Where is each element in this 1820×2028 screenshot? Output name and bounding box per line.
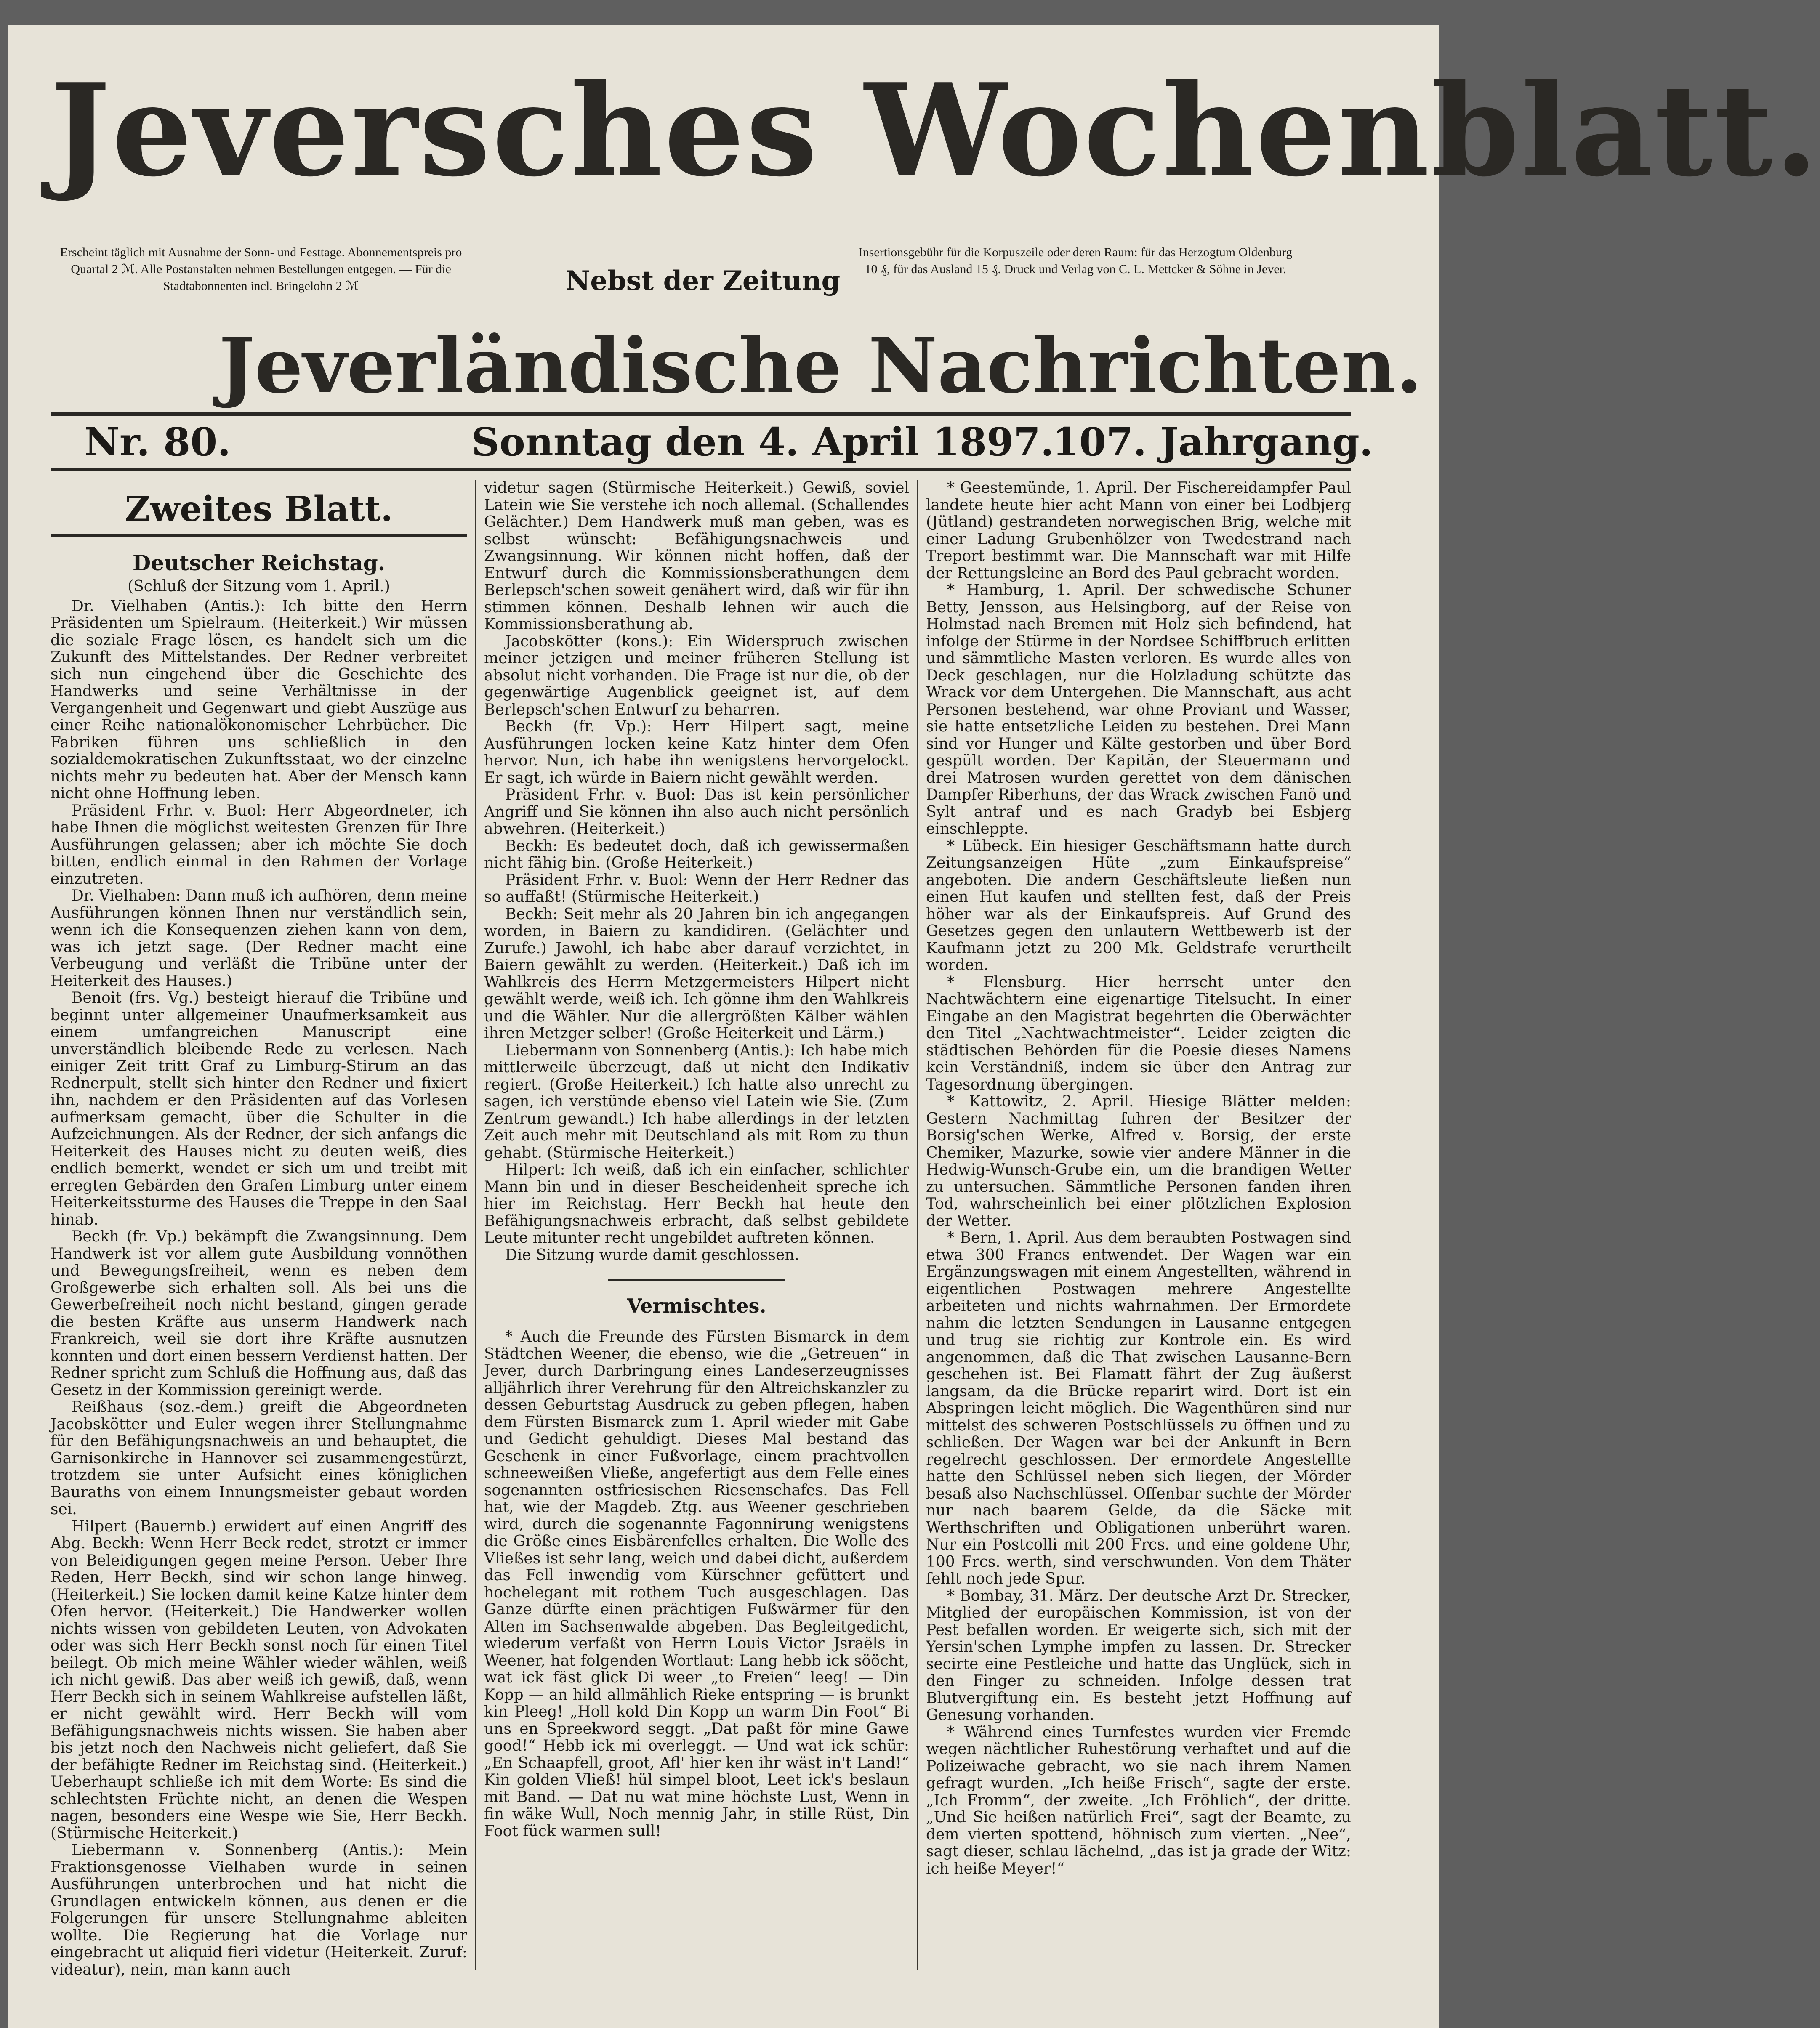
article-heading: Deutscher Reichstag. — [132, 550, 386, 575]
column-divider — [917, 480, 918, 1970]
masthead-rule-bottom — [51, 468, 1351, 471]
news-item: * Geestemünde, 1. April. Der Fischereidampfer Paul landete heute hier acht Mann von einer bei Lodbjerg (Jütland) gestrandeten norwegischen Brig, welche mit einer Ladung Grubenhölzer von Twedestrand nach Treport bestimmt war. Die Mannschaft war mit Hilfe der Rettungsleine an Bord des Paul gebracht worden. — [926, 479, 1351, 582]
column-divider — [475, 480, 476, 1970]
news-item: * Lübeck. Ein hiesiger Geschäftsmann hatte durch Zeitungsanzeigen Hüte „zum Einkaufspreise“ angeboten. Die andern Geschäftsleute ließen nun einen Hut kaufen und stellten fest, daß der Preis höher war als der Einkaufspreis. Auf Grund des Gesetzes gegen den unlautern Wettbewerb ist der Kaufmann jetzt zu 200 Mk. Geldstrafe verurtheilt worden. — [926, 837, 1351, 974]
masthead-title: Jeversches Wochenblatt. — [51, 56, 1820, 205]
article-subheading: (Schluß der Sitzung vom 1. April.) — [128, 578, 390, 595]
vermischtes-heading: Vermischtes. — [627, 1294, 766, 1317]
paragraph: Beckh: Seit mehr als 20 Jahren bin ich angegangen worden, in Baiern zu kandidiren. (Gelächter und Zurufe.) Jawohl, ich habe aber darauf verzichtet, in Baiern gewählt zu werden. (Heiterkeit.) Daß ich im Wahlkreis des Herrn Metzgermeisters Hilpert nicht gewählt werde, weiß ich. Ich gönne ihm den Wahlkreis und die Wähler. Nur die allergrößten Kälber wählen ihren Metzger selber! (Große Heiterkeit und Lärm.) — [484, 905, 909, 1042]
paragraph: Hilpert: Ich weiß, daß ich ein einfacher, schlichter Mann bin und in dieser Bescheidenheit spreche ich hier im Reichstag. Herr Beckh hat heute den Befähigungsnachweis erbracht, daß selbst gebildete Leute mitunter recht ungebildet auftreten können. — [484, 1161, 909, 1247]
masthead-rule-top — [51, 412, 1351, 416]
masthead-nebst: Nebst der Zeitung — [565, 265, 841, 297]
newspaper-page — [8, 25, 1820, 2028]
paragraph: Liebermann v. Sonnenberg (Antis.): Mein Fraktionsgenosse Vielhaben wurde in seinen Ausführungen unterbrochen und hat nicht die Grundlagen entwickeln können, aus denen er die Folgerungen für unsere Stellungnahme ableiten wollte. Die Regierung hat die Vorlage nur eingebracht ut aliquid fieri videtur (Heiterkeit. Zuruf: videatur), nein, man kann auch — [51, 1842, 467, 1978]
paragraph: Hilpert (Bauernb.) erwidert auf einen Angriff des Abg. Beckh: Wenn Herr Beck redet, strotzt er immer von Beleidigungen gegen meine Person. Ueber Ihre Reden, Herr Beckh, sind wir schon lange hinweg. (Heiterkeit.) Sie locken damit keine Katze hinter dem Ofen hervor. (Heiterkeit.) Die Handwerker wollen nichts wissen von gebildeten Leuten, von Advokaten oder was sich Herr Beckh sonst noch für einen Titel beilegt. Ob mich meine Wähler wieder wählen, weiß ich nicht gewiß. Das aber weiß ich gewiß, daß, wenn Herr Beckh sich in seinem Wahlkreise aufstellen läßt, er nicht gewählt wird. Herr Beckh will vom Befähigungsnachweis nichts wissen. Sie haben aber bis jetzt noch den Nachweis nicht geliefert, daß Sie der befähigte Redner im Reichstag sind. (Heiterkeit.) Ueberhaupt schließe ich mit dem Worte: Es sind die schlechtsten Früchte nicht, an denen die Wespen nagen, besonders eine Wespe wie Sie, Herr Beckh. (Stürmische Heiterkeit.) — [51, 1518, 467, 1842]
column-1 — [51, 480, 467, 1978]
paragraph: Reißhaus (soz.-dem.) greift die Abgeordneten Jacobskötter und Euler wegen ihrer Stellungnahme für den Befähigungsnachweis an und behauptet, die Garnisonkirche in Hannover sei zusammengestürzt, trotzdem sie unter Aufsicht eines königlichen Bauraths von einem Innungsmeister gebaut worden sei. — [51, 1398, 467, 1518]
section-label: Zweites Blatt. — [125, 489, 393, 529]
news-item: * Hamburg, 1. April. Der schwedische Schuner Betty, Jensson, aus Helsingborg, auf der Reise von Holmstad nach Bremen mit Holz sich befindend, hat infolge der Stürme in der Nordsee Schiffbruch erlitten und sämmtliche Masten verloren. Es wurde alles von Deck geschlagen, nur die Holzladung schützte das Wrack vor dem Untergehen. Die Mannschaft, aus acht Personen bestehend, war ohne Proviant und Wasser, sie hatte entsetzliche Leiden zu bestehen. Drei Mann sind vor Hunger und Kälte gestorben und über Bord gespült worden. Der Kapitän, der Steuermann und drei Matrosen wurden gerettet von dem dänischen Dampfer Riberhuns, der das Wrack zwischen Fanö und Sylt antraf und es nach Gradyb bei Esbjerg einschleppte. — [926, 582, 1351, 837]
advertising-info: Insertionsgebühr für die Korpuszeile oder deren Raum: für das Herzogtum Oldenburg 10 ₰, für das Ausland 15 ₰. Druck und Verlag von C. L. Mettcker & Söhne in Jever. — [858, 245, 1293, 276]
issue-date: Sonntag den 4. April 1897. — [471, 419, 1054, 465]
paragraph: Präsident Frhr. v. Buol: Wenn der Herr Redner das so auffaßt! (Stürmische Heiterkeit.) — [484, 871, 909, 906]
paragraph: Jacobskötter (kons.): Ein Widerspruch zwischen meiner jetzigen und meiner früheren Stellung ist absolut nicht vorhanden. Die Frage ist nur die, ob der gegenwärtige Augenblick geeignet ist, auf dem Berlepsch'schen Entwurf zu beharren. — [484, 633, 909, 718]
paragraph: Beckh (fr. Vp.): Herr Hilpert sagt, meine Ausführungen locken keine Katz hinter dem Ofen hervor. Nun, ich habe ihn wenigstens hervorgelockt. Er sagt, ich würde in Baiern nicht gewählt werden. — [484, 718, 909, 787]
paragraph: Die Sitzung wurde damit geschlossen. — [505, 1246, 799, 1264]
news-item: * Kattowitz, 2. April. Hiesige Blätter melden: Gestern Nachmittag fuhren der Besitzer der Borsig'schen Werke, Alfred v. Borsig, der erste Chemiker, Mazurke, sowie vier andere Männer in die Hedwig-Wunsch-Grube ein, um die brandigen Wetter zu untersuchen. Sämmtliche Personen fanden ihren Tod, wahrscheinlich bei einer plötzlichen Explosion der Wetter. — [926, 1093, 1351, 1230]
issue-number: Nr. 80. — [84, 419, 231, 465]
issue-jahrgang: 107. Jahrgang. — [1052, 419, 1373, 465]
section-divider — [608, 1279, 785, 1281]
subscription-info: Erscheint täglich mit Ausnahme der Sonn- und Festtage. Abonnementspreis pro Quartal 2 ℳ. Alle Postanstalten nehmen Bestellungen entgegen. — Für die Stadtabonnenten incl. Bringelohn 2 ℳ — [60, 245, 462, 293]
news-item: * Bombay, 31. März. Der deutsche Arzt Dr. Strecker, Mitglied der europäischen Kommission, ist von der Pest befallen worden. Er weigerte sich, sich mit der Yersin'schen Lymphe impfen zu lassen. Dr. Strecker secirte eine Pestleiche und hatte das Unglück, sich in den Finger zu schneiden. Infolge dessen trat Blutvergiftung ein. Es besteht jetzt Hoffnung auf Genesung vorhanden. — [926, 1587, 1351, 1724]
news-item: * Flensburg. Hier herrscht unter den Nachtwächtern eine eigenartige Titelsucht. In einer Eingabe an den Magistrat begehrten die Oberwächter den Titel „Nachtwachtmeister“. Leider zeigten die städtischen Behörden für die Poesie dieses Namens kein Verständniß, indem sie über den Antrag zur Tagesordnung übergingen. — [926, 973, 1351, 1093]
paragraph: videtur sagen (Stürmische Heiterkeit.) Gewiß, soviel Latein wie Sie verstehe ich noch allemal. (Schallendes Gelächter.) Dem Handwerk muß man geben, was es selbst wünscht: Befähigungsnachweis und Zwangsinnung. Wir können nicht hoffen, daß der Entwurf durch die Kommissionsberathungen dem Berlepsch'schen soweit genähert wird, daß wir für ihn stimmen können. Deshalb lehnen wir auch die Kommissionsberathung ab. — [484, 479, 909, 633]
paragraph: Liebermann von Sonnenberg (Antis.): Ich habe mich mittlerweile überzeugt, daß ut nicht den Indikativ regiert. (Große Heiterkeit.) Ich hatte also unrecht zu sagen, ich verstünde ebenso viel Latein wie Sie. (Zum Zentrum gewandt.) Ich habe allerdings in der letzten Zeit auch mehr mit Deutschland als mit Rom zu thun gehabt. (Stürmische Heiterkeit.) — [484, 1042, 909, 1162]
paragraph: Präsident Frhr. v. Buol: Herr Abgeordneter, ich habe Ihnen die möglichst weitesten Grenzen für Ihre Ausführungen gelassen; aber ich möchte Sie doch bitten, endlich einmal in den Rahmen der Vorlage einzutreten. — [51, 802, 467, 888]
paragraph: Präsident Frhr. v. Buol: Das ist kein persönlicher Angriff und Sie können ihn also auch nicht persönlich abwehren. (Heiterkeit.) — [484, 786, 909, 837]
section-rule — [51, 534, 467, 537]
column-2 — [484, 480, 909, 1970]
news-item: * Während eines Turnfestes wurden vier Fremde wegen nächtlicher Ruhestörung verhaftet und auf die Polizeiwache gebracht, wo sie nach ihrem Namen gefragt wurden. „Ich heiße Frisch“, sagte der erste. „Ich Fromm“, der zweite. „Ich Fröhlich“, der dritte. „Und Sie heißen natürlich Frei“, sagt der Beamte, zu dem vierten spottend, höhnisch zum vierten. „Nee“, sagt dieser, schlau lächelnd, „das ist ja grade der Witz: ich heiße Meyer!“ — [926, 1723, 1351, 1877]
column-3 — [926, 480, 1351, 1970]
paragraph: Dr. Vielhaben: Dann muß ich aufhören, denn meine Ausführungen können Ihnen nur verständlich sein, wenn ich die Konsequenzen ziehen kann von dem, was ich jetzt sage. (Der Redner macht eine Verbeugung und verläßt die Tribüne unter der Heiterkeit des Hauses.) — [51, 887, 467, 990]
masthead-subtitle: Jeverländische Nachrichten. — [219, 322, 1423, 410]
paragraph: Benoit (frs. Vg.) besteigt hierauf die Tribüne und beginnt unter allgemeiner Unaufmerksamkeit aus einem umfangreichen Manuscript eine unverständlich bleibende Rede zu verlesen. Nach einiger Zeit tritt Graf zu Limburg-Stirum an das Rednerpult, stellt sich hinter den Redner und fixiert ihn, nachdem er den Präsidenten auf das Vorlesen aufmerksam gemacht, über die Schulter in die Aufzeichnungen. Als der Redner, der sich anfangs die Heiterkeit des Hauses nicht zu deuten weiß, dies endlich bemerkt, wendet er sich um und treibt mit erregten Gebärden den Grafen Limburg unter einem Heiterkeitssturme des Hauses die Treppe in den Saal hinab. — [51, 989, 467, 1228]
paragraph: * Auch die Freunde des Fürsten Bismarck in dem Städtchen Weener, die ebenso, wie die „Getreuen“ in Jever, durch Darbringung eines Landeserzeugnisses alljährlich ihrer Verehrung für den Altreichskanzler zu dessen Geburtstag Ausdruck zu geben pflegen, haben dem Fürsten Bismarck zum 1. April wieder mit Gabe und Gedicht gehuldigt. Dieses Mal bestand das Geschenk in einer Fußvorlage, einem prachtvollen schneeweißen Vließe, angefertigt aus dem Felle eines sogenannten ostfriesischen Riesenschafes. Das Fell hat, wie der Magdeb. Ztg. aus Weener geschrieben wird, durch die sogenannte Fagonnirung wenigstens die Größe eines Eisbärenfelles erhalten. Die Wolle des Vließes ist sehr lang, weich und dabei dicht, außerdem das Fell inwendig vom Kürschner gefüttert und hochelegant mit rothem Tuch ausgeschlagen. Das Ganze dürfte einen prächtigen Fußwärmer für den Alten im Sachsenwalde abgeben. Das Begleitgedicht, wiederum verfaßt von Herrn Louis Victor Jsraëls in Weener, hat folgenden Wortlaut: Lang hebb ick sööcht, wat ick fäst glick Di weer „to Freien“ leeg! — Din Kopp — an hild allmählich Rieke entspring — is brunkt kin Pleeg! „Holl kold Din Kopp un warm Din Foot“ Bi uns en Spreekword seggt. „Dat paßt för mine Gawe good!“ Hebb ick mi overleggt. — Und wat ick schür: „En Schaapfell, groot, Afl' hier ken ihr wäst in't Land!“ Kin golden Vließ! hül simpel bloot, Leet ick's beslaun mit Band. — Dat nu wat mine höchste Lust, Wenn in fin wäke Wull, Noch mennig Jahr, in stille Rüst, Din Foot fück warmen sull! — [484, 1328, 909, 1840]
news-item: * Bern, 1. April. Aus dem beraubten Postwagen sind etwa 300 Francs entwendet. Der Wagen war ein Ergänzungswagen mit einem Angestellten, während in eigentlichen Postwagen mehrere Angestellte arbeiteten und nichts wahrnahmen. Der Ermordete nahm die letzten Sendungen in Lausanne entgegen und trug sie richtig zur Kontrole ein. Es wird angenommen, daß die That zwischen Lausanne-Bern geschehen ist. Bei Flamatt fährt der Zug äußerst langsam, da die Brücke reparirt wird. Dort ist ein Abspringen leicht möglich. Die Wagenthüren sind nur mittelst des schweren Postschlüssels zu öffnen und zu schließen. Der Wagen war bei der Ankunft in Bern regelrecht geschlossen. Der ermordete Angestellte hatte den Schlüssel neben sich liegen, der Mörder besaß also Nachschlüssel. Offenbar suchte der Mörder nur nach baarem Gelde, da die Säcke mit Werthschriften und Obligationen unberührt waren. Nur ein Postcolli mit 200 Frcs. und eine goldene Uhr, 100 Frcs. werth, sind verschwunden. Von dem Thäter fehlt noch jede Spur. — [926, 1229, 1351, 1587]
paragraph: Beckh: Es bedeutet doch, daß ich gewissermaßen nicht fähig bin. (Große Heiterkeit.) — [484, 837, 909, 872]
paragraph: Dr. Vielhaben (Antis.): Ich bitte den Herrn Präsidenten um Spielraum. (Heiterkeit.) Wir müssen die soziale Frage lösen, es handelt sich um die Zukunft des Mittelstandes. Der Redner verbreitet sich nun eingehend über die Geschichte des Handwerks und seine Verhältnisse in der Vergangenheit und Gegenwart und giebt Auszüge aus einer Reihe nationalökonomischer Lehrbücher. Die Fabriken führen uns schließlich in den sozialdemokratischen Zukunftsstaat, wo der einzelne nichts mehr zu bedeuten hat. Aber der Mensch kann nicht ohne Hoffnung leben. — [51, 597, 467, 802]
paragraph: Beckh (fr. Vp.) bekämpft die Zwangsinnung. Dem Handwerk ist vor allem gute Ausbildung vonnöthen und Bewegungsfreiheit, wenn es neben dem Großgewerbe sich erhalten soll. Als bei uns die Gewerbefreiheit noch nicht bestand, gingen gerade die besten Kräfte aus unserm Handwerk nach Frankreich, weil sie dort ihre Kräfte ausnutzen konnten und dort einen bessern Verdienst hatten. Der Redner spricht zum Schluß die Hoffnung aus, daß das Gesetz in der Kommission gereinigt werde. — [51, 1228, 467, 1399]
